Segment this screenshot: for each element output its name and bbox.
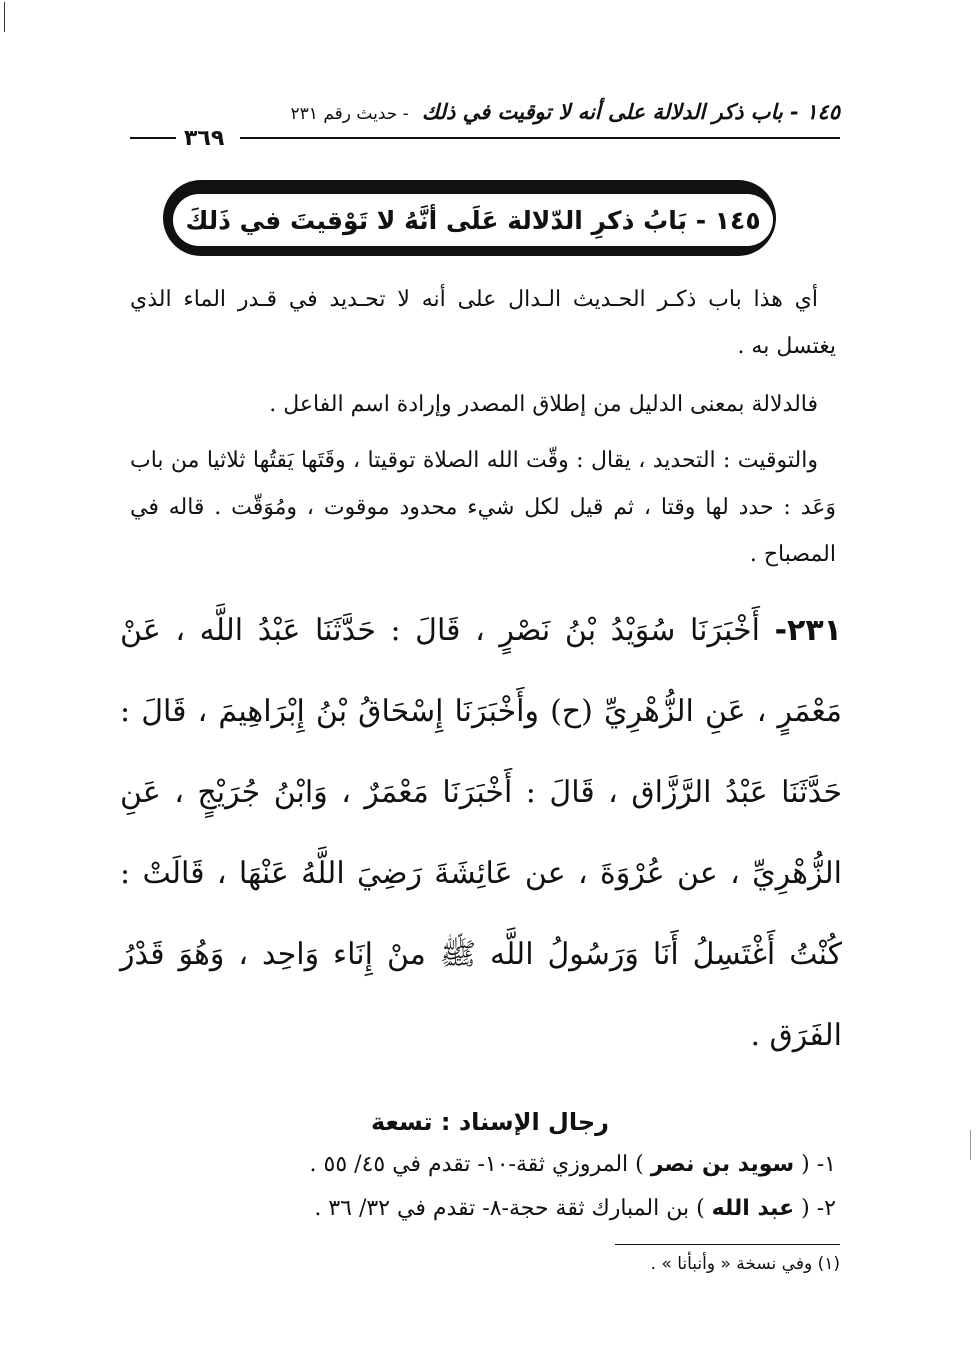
- narrator-entry: [230, 1152, 836, 1177]
- narrator-name: عبد الله: [711, 1196, 795, 1221]
- page-number-dash: [130, 137, 176, 139]
- explanation-paragraph-2: فالدلالة بمعنى الدليل من إطلاق المصدر وإرادة اسم الفاعل .: [269, 392, 818, 417]
- explanation-paragraph-3: والتوقيت : التحديد ، يقال : وقّت الله الصلاة توقيتا ، وقَتَها يَقتُها ثلاثيا من باب وَعَد : حدد لها وقتا ، ثم قيل لكل شيء محدود موقوت ، ومُوَقّت . قاله في المصباح .: [130, 448, 836, 567]
- footnote-rule: [615, 1244, 840, 1245]
- narrator-details: ) بن المبارك ثقة حجة-٨- تقدم في ٣٢/ ٣٦ .: [314, 1196, 705, 1221]
- hadith-text: أَخْبَرَنَا سُوَيْدُ بْنُ نَصْرٍ ، قَالَ : حَدَّثَنَا عَبْدُ اللَّه ، عَنْ مَعْمَرٍ ، عَنِ الزُّهْرِيِّ (ح) وأَخْبَرَنَا إِسْحَاقُ بْنُ إِبْرَاهِيمَ ، قَالَ : حَدَّثَنَا عَبْدُ الرَّزَّاق ، قَالَ : أَخْبَرَنَا مَعْمَرٌ ، وَابْنُ جُرَيْجٍ ، عَنِ الزُّهْرِيِّ ، عن عُرْوَةَ ، عن عَائِشَةَ رَضِيَ اللَّهُ عَنْهَا ، قَالَتْ : كُنْتُ أَغْتَسِلُ أَنَا وَرَسُولُ اللَّه ﷺ منْ إِنَاء وَاحِد ، وَهُوَ قَدْرُ الفَرَق .: [120, 613, 842, 1053]
- hadith-number: ٢٣١-: [774, 613, 842, 648]
- page-number: ٣٦٩: [184, 125, 225, 151]
- explanation-paragraph-1: أي هذا باب ذكـر الحـديث الـدال على أنه لا تحـديد في قـدر الماء الذي يغتسل به .: [130, 287, 836, 359]
- footnote: (١) وفي نسخة « وأنبأنا » .: [650, 1254, 840, 1274]
- scan-edge-mark: [4, 2, 5, 32]
- page-number-block: [130, 120, 245, 156]
- narrator-name: سويد بن نصر: [650, 1152, 795, 1177]
- rijal-heading: رجال الإسناد : تسعة: [371, 1108, 609, 1136]
- running-header: [240, 100, 840, 134]
- narrator-details: ) المروزي ثقة-١٠- تقدم في ٤٥/ ٥٥ .: [309, 1152, 644, 1177]
- running-header-title: ١٤٥ - باب ذكر الدلالة على أنه لا توقيت في ذلك: [421, 100, 840, 124]
- narrator-prefix: ١- (: [801, 1152, 836, 1177]
- scan-edge-mark-right: [970, 1130, 971, 1160]
- narrator-entry: [230, 1196, 836, 1221]
- narrator-prefix: ٢- (: [801, 1196, 836, 1221]
- running-header-hadith-ref: - حديث رقم ٢٣١: [290, 104, 409, 124]
- chapter-title-box: [173, 194, 773, 246]
- hadith-text-block: [120, 590, 842, 1076]
- header-rule: [240, 137, 840, 139]
- chapter-title: ١٤٥ - بَابُ ذكرِ الدّلالة عَلَى أنَّهُ لا تَوْقيتَ في ذَلكَ: [185, 205, 761, 235]
